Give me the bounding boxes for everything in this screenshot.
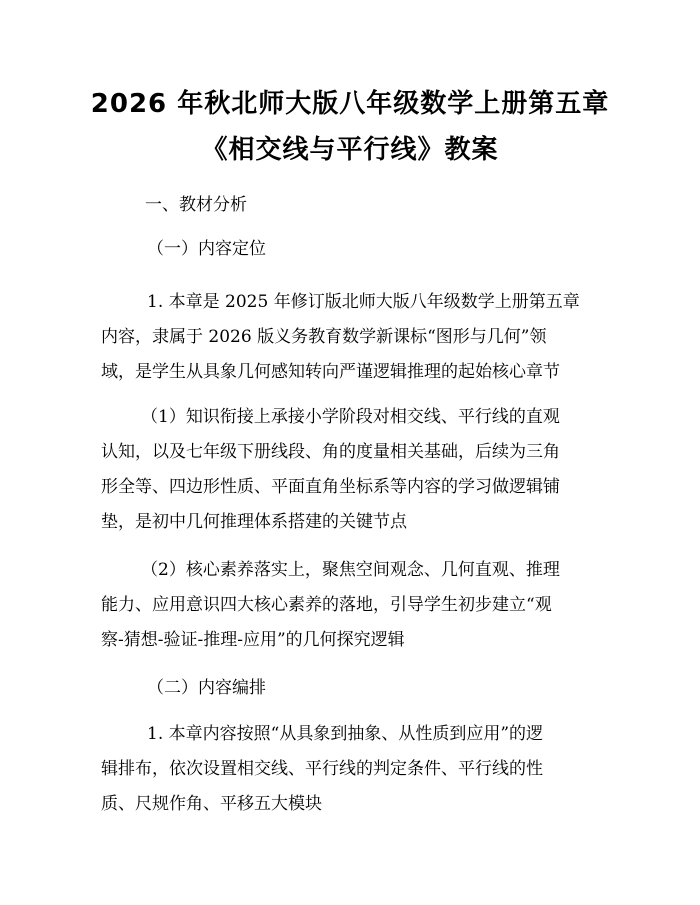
document-title-line-1: 2026 年秋北师大版八年级数学上册第五章 [90,89,610,119]
paragraph-content-arrangement [101,717,611,822]
paragraph-line: 1. 本章是 2025 年修订版北师大版八年级数学上册第五章 [147,292,580,312]
paragraph-line: 1. 本章内容按照“从具象到抽象、从性质到应用”的逻 [147,724,544,744]
paragraph-line: 察-猜想-验证-推理-应用”的几何探究逻辑 [101,630,405,650]
paragraph-core-literacy [101,553,611,658]
paragraph-line: 形全等、四边形性质、平面直角坐标系等内容的学习做逻辑铺 [101,477,560,497]
paragraph-line: 能力、应用意识四大核心素养的落地，引导学生初步建立“观 [101,595,552,615]
paragraph-line: （1）知识衔接上承接小学阶段对相交线、平行线的直观 [141,407,560,427]
paragraph-chapter-overview [101,285,611,390]
paragraph-line: （2）核心素养落实上，聚焦空间观念、几何直观、推理 [141,560,560,580]
paragraph-line: 质、尺规作角、平移五大模块 [101,794,322,814]
paragraph-line: 域，是学生从具象几何感知转向严谨逻辑推理的起始核心章节 [101,362,560,382]
document-title-line-2: 《相交线与平行线》教案 [201,135,499,165]
section-heading-textbook-analysis: 一、教材分析 [145,195,247,215]
paragraph-line: 垫，是初中几何推理体系搭建的关键节点 [101,512,407,532]
paragraph-line: 认知，以及七年级下册线段、角的度量相关基础，后续为三角 [101,442,560,462]
paragraph-line: 辑排布，依次设置相交线、平行线的判定条件、平行线的性 [101,759,543,779]
paragraph-line: 内容，隶属于 2026 版义务教育数学新课标“图形与几何”领 [101,327,547,347]
subsection-heading-content-positioning: （一）内容定位 [147,239,266,259]
paragraph-knowledge-connection [101,400,611,540]
subsection-heading-content-arrangement: （二）内容编排 [147,678,266,698]
